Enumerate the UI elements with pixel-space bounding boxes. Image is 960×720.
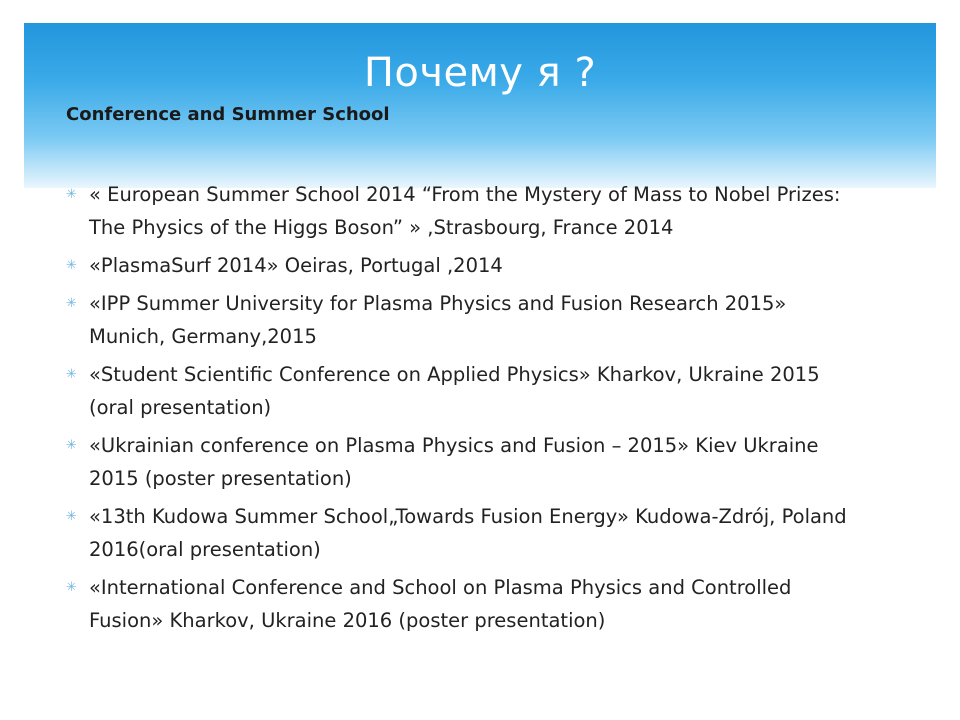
asterisk-bullet-icon: ✳ <box>66 367 77 382</box>
asterisk-bullet-icon: ✳ <box>66 187 77 202</box>
asterisk-bullet-icon: ✳ <box>66 509 77 524</box>
section-subtitle: Conference and Summer School <box>66 104 390 125</box>
list-item-text: «IPP Summer University for Plasma Physics and Fusion Research 2015» Munich, Germany,2015 <box>89 292 787 348</box>
list-item <box>66 429 866 495</box>
list-item-text: «Student Scientific Conference on Applied Physics» Kharkov, Ukraine 2015 (oral presentation) <box>89 363 820 419</box>
list-item-text: « European Summer School 2014 “From the Mystery of Mass to Nobel Prizes: The Physics of the Higgs Boson” » ,Strasbourg, France 2014 <box>89 183 841 239</box>
list-item <box>66 287 866 353</box>
asterisk-bullet-icon: ✳ <box>66 580 77 595</box>
asterisk-bullet-icon: ✳ <box>66 258 77 273</box>
asterisk-bullet-icon: ✳ <box>66 438 77 453</box>
slide-title: Почему я ? <box>363 50 597 96</box>
list-item-text: «PlasmaSurf 2014» Oeiras, Portugal ,2014 <box>89 254 503 277</box>
list-item <box>66 178 866 244</box>
list-item-text: «Ukrainian conference on Plasma Physics and Fusion – 2015» Kiev Ukraine 2015 (poster presentation) <box>89 434 819 490</box>
list-item <box>66 249 866 282</box>
list-item-text: «International Conference and School on Plasma Physics and Controlled Fusion» Kharkov, Ukraine 2016 (poster presentation) <box>89 576 792 632</box>
asterisk-bullet-icon: ✳ <box>66 296 77 311</box>
list-item-text: «13th Kudowa Summer School„Towards Fusion Energy» Kudowa-Zdrój, Poland 2016(oral presentation) <box>89 505 847 561</box>
list-item <box>66 571 866 637</box>
list-item <box>66 358 866 424</box>
list-item <box>66 500 866 566</box>
conference-list <box>66 178 866 642</box>
